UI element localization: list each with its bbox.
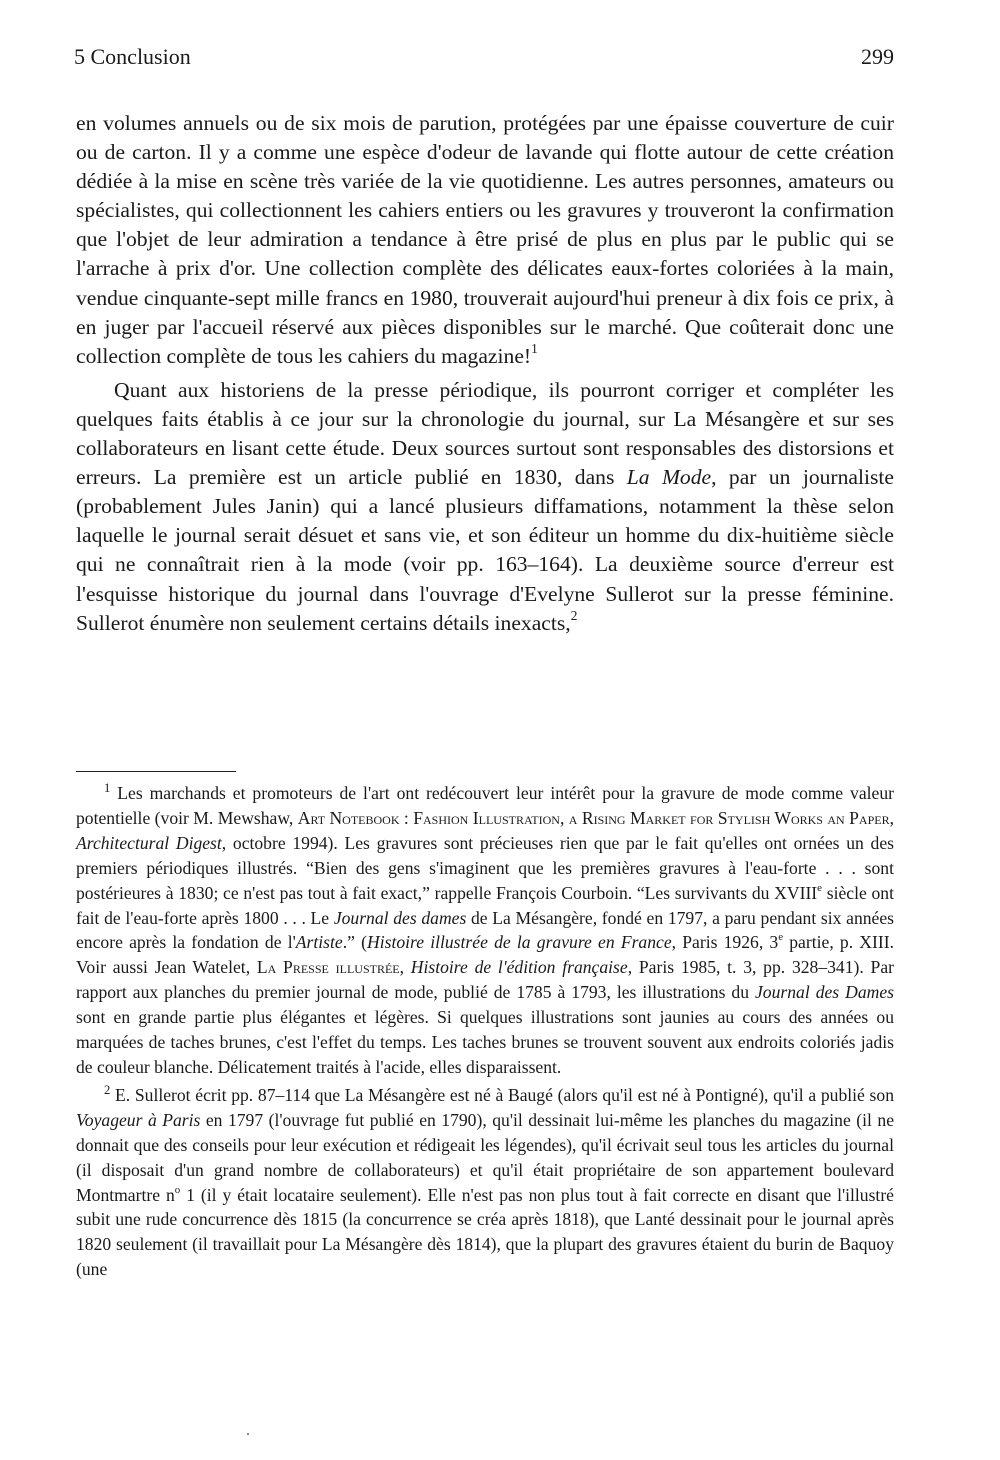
footnote-ref-2: 2: [570, 607, 578, 623]
footnote-1-journal: Journal des Dames: [754, 982, 894, 1003]
paragraph-1: [76, 109, 894, 371]
footnote-1-text: , Paris 1926, 3: [671, 932, 779, 953]
footnote-1: [76, 781, 894, 1080]
footnote-1-text: sont en grande partie plus élégantes et légères. Si quelques illustrations sont jaunies au cours des années ou marquées de taches brunes, c'est l'effet du temps. Les taches brunes se trouvent souvent aux endroits coloriés jadis de couleur blanche. Délicatement traités à l'acide, elles disparaissent.: [76, 1007, 894, 1077]
numero-superscript: o: [174, 1183, 181, 1196]
footnote-2-book-title: Voyageur à Paris: [76, 1109, 201, 1130]
footnote-2-text: en 1797 (l'ouvrage fut publié en 1790), qu'il dessinait lui-même les planches du magazine (il ne donnait que des conseils pour leur exécution et rédigeait les légendes), qu'il écrivait seul tous les articles du journal (il disposait d'un grand nombre de collaborateurs) et qu'il était propriétaire de son appartement boulevard Montmartre n: [76, 1109, 895, 1205]
footnote-2: [76, 1083, 894, 1282]
footnote-1-chapter-title: La Presse illustrée: [256, 957, 400, 978]
footnote-1-text: siècle ont fait de l'eau-forte après 1800 . . . Le: [76, 882, 894, 928]
footnote-1-book-title: Histoire illustrée de la gravure en France: [367, 932, 672, 953]
footnote-ref-1: 1: [531, 340, 538, 356]
century-superscript: e: [817, 881, 822, 894]
paragraph-2-text-b: , par un journaliste (probablement Jules Janin) qui a lancé plusieurs diffamations, notamment la thèse selon laquelle le journal serait désuet et sans vie, et son éditeur un homme du dix-huitième siècle qui ne connaîtrait rien à la mode (voir pp. 163–164). La deuxième source d'erreur est l'esquisse historique du journal dans l'ouvrage d'Evelyne Sullerot sur la presse féminine. Sullerot énumère non seulement certains détails inexacts,: [76, 465, 894, 635]
footnote-1-text: Les marchands et promoteurs de l'art ont redécouvert leur intérêt pour la gravure de mode comme valeur potentielle (voir M. Mewshaw,: [76, 783, 894, 828]
chapter-title: 5 Conclusion: [74, 44, 191, 69]
footnote-1-marker: 1: [104, 781, 111, 796]
footnote-1-text: ,: [399, 957, 411, 978]
paragraph-2-title: La Mode: [626, 465, 712, 490]
footnote-1-text: de La Mésangère, fondé en 1797, a paru pendant six années encore après la fondation de l': [76, 907, 894, 953]
paragraph-1-text: en volumes annuels ou de six mois de parution, protégées par une épaisse couverture de cuir ou de carton. Il y a comme une espèce d'odeur de lavande qui flotte autour de cette création dédiée à la mise en scène très variée de la vie quotidienne. Les autres personnes, amateurs ou spécialistes, qui collectionnent les cahiers entiers ou les gravures y trouveront la confirmation que l'objet de leur admiration a tendance à être prisé de plus en plus par le public qui se l'arrache à prix d'or. Une collection complète des délicates eaux-fortes coloriées à la main, vendue cinquante-sept mille francs en 1980, trouverait aujourd'hui preneur à dix fois ce prix, à en juger par l'accueil réservé aux pièces disponibles sur le marché. Que coûterait donc une collection complète de tous les cahiers du magazine!: [76, 111, 894, 368]
ordinal-superscript: e: [778, 931, 784, 944]
scan-speck: [247, 1433, 249, 1435]
footnote-1-text: .” (: [342, 932, 367, 953]
footnote-1-text: , Paris 1985, t. 3, pp. 328–341). Par rapport aux planches du premier journal de mode, publié de 1785 à 1793, les illustrations du: [76, 957, 894, 1003]
footnote-1-text: partie, p. XIII. Voir aussi Jean Watelet,: [76, 932, 894, 978]
footnote-1-journal: Journal des dames: [333, 907, 467, 928]
footnote-1-book-title: Histoire de l'édition française: [410, 957, 628, 978]
footnote-2-text: E. Sullerot écrit pp. 87–114 que La Mésangère est né à Baugé (alors qu'il est né à Pontigné), qu'il a publié son: [110, 1084, 894, 1105]
footnote-1-text: ,: [889, 807, 894, 828]
footnote-2-marker: 2: [104, 1082, 111, 1097]
footnote-1-journal: Architectural Digest: [76, 832, 222, 853]
footnotes: [76, 781, 894, 1282]
footnote-2-text: 1 (il y était locataire seulement). Elle n'est pas non plus tout à fait correcte en disant que l'illustré subit une rude concurrence dès 1815 (la concurrence se créa après 1818), que Lanté dessinait pour le journal après 1820 seulement (il travaillait pour La Mésangère dès 1814), que la plupart des gravures étaient du burin de Baquoy (une: [76, 1184, 894, 1280]
footnote-separator: [76, 771, 236, 772]
running-header: [74, 42, 894, 72]
page-number: 299: [861, 44, 894, 69]
main-text: [76, 109, 894, 638]
footnote-1-journal: Artiste: [295, 932, 343, 953]
footnote-1-text: , octobre 1994). Les gravures sont précieuses rien que par le fait qu'elles ont ornées un des premiers périodiques illustrés. “Bien des gens s'imaginent que les premières gravures à l'eau-forte . . . sont postérieures à 1830; ce n'est pas tout à fait exact,” rappelle François Courboin. “Les survivants du XVIII: [76, 832, 894, 903]
paragraph-2-text-a: Quant aux historiens de la presse périodique, ils pourront corriger et compléter les quelques faits établis à ce jour sur la chronologie du journal, sur La Mésangère et sur ses collaborateurs en lisant cette étude. Deux sources surtout sont responsables des distorsions et erreurs. La première est un article publié en 1830, dans: [76, 377, 894, 490]
paragraph-2: [76, 376, 894, 638]
footnote-1-article-title: Art Notebook : Fashion Illustration, a Rising Market for Stylish Works an Paper: [297, 807, 890, 828]
